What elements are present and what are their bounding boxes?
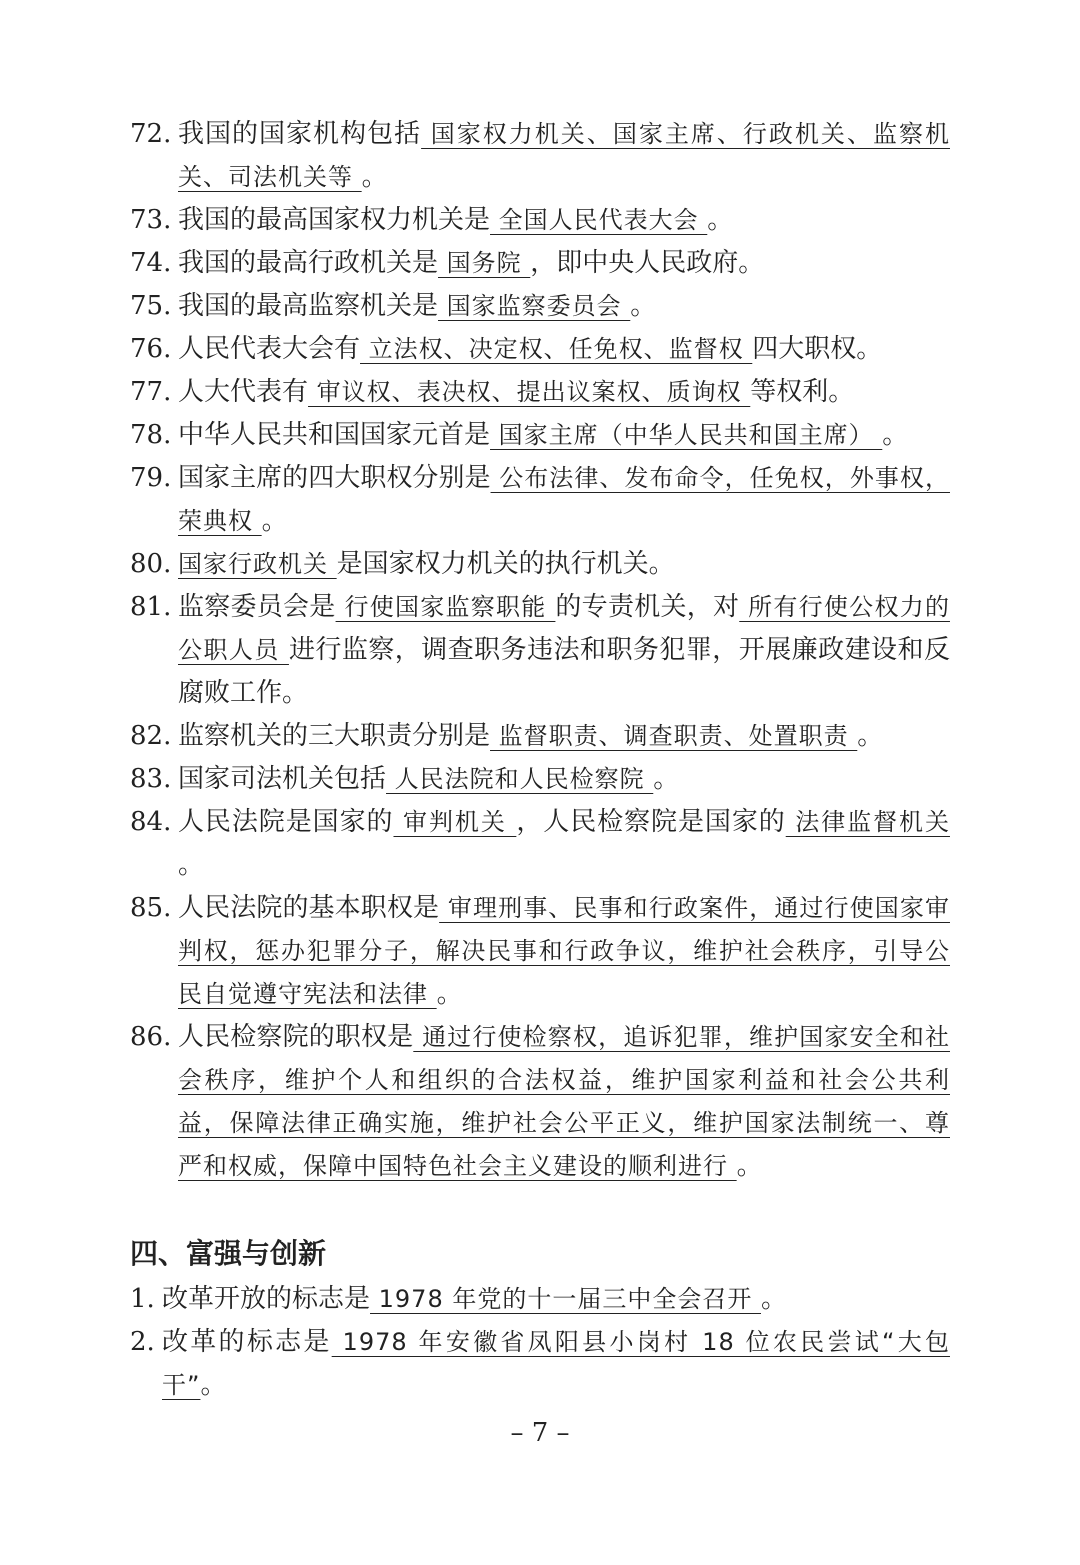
- question-text: 人民代表大会有: [178, 334, 361, 364]
- question-number: 79.: [130, 463, 172, 493]
- question-text: 。: [653, 764, 680, 794]
- answer-text: 行使国家监察职能: [335, 593, 556, 621]
- question-text: 人民法院是国家的: [178, 807, 394, 837]
- question-item: [130, 715, 950, 758]
- answer-text: 1978 年安徽省凤阳县小岗村 18 位农民尝试“大包干”: [162, 1328, 950, 1399]
- question-text: 我国的最高行政机关是: [178, 248, 439, 278]
- question-text: 人民法院的基本职权是: [178, 893, 440, 923]
- question-number: 84.: [130, 807, 172, 837]
- question-number: 86.: [130, 1022, 172, 1052]
- question-item: [130, 113, 950, 199]
- question-item: [130, 1278, 950, 1321]
- answer-text: 国家主席（中华人民共和国主席）: [490, 421, 883, 449]
- question-text: 。: [361, 162, 388, 192]
- question-number: 85.: [130, 893, 172, 923]
- answer-text: 所有行使公权力的公职人员: [178, 593, 950, 664]
- answer-text: 全国人民代表大会: [490, 206, 708, 234]
- question-item: [130, 457, 950, 543]
- section-question-list: [130, 1278, 950, 1407]
- question-number: 83.: [130, 764, 172, 794]
- question-text: 中华人民共和国国家元首是: [178, 420, 491, 450]
- section-four: [130, 1230, 950, 1407]
- question-item: [130, 543, 950, 586]
- question-number: 77.: [130, 377, 172, 407]
- question-number: 72.: [130, 119, 172, 149]
- question-number: 1.: [130, 1284, 155, 1314]
- content-area: [130, 113, 950, 1407]
- question-item: [130, 414, 950, 457]
- question-text: 我国的国家机构包括: [178, 119, 422, 149]
- question-item: [130, 285, 950, 328]
- question-text: 。: [736, 1151, 763, 1181]
- question-text: 的专责机关，对: [555, 592, 740, 622]
- question-item: [130, 887, 950, 1016]
- question-text: 进行监察，调查职务违法和职务犯罪，开展廉政建设和反腐败工作。: [178, 635, 950, 708]
- question-number: 74.: [130, 248, 172, 278]
- question-item: [130, 586, 950, 715]
- question-text: 国家司法机关包括: [178, 764, 387, 794]
- question-text: 。: [436, 979, 463, 1009]
- answer-text: 监督职责、调查职责、处置职责: [490, 722, 858, 750]
- question-text: 改革开放的标志是: [162, 1284, 371, 1314]
- answer-text: 国务院: [438, 249, 531, 277]
- question-text: 监察委员会是: [178, 592, 336, 622]
- question-text: 。: [178, 850, 205, 880]
- question-text: ，即中央人民政府。: [530, 248, 765, 278]
- question-item: [130, 242, 950, 285]
- question-text: 是国家权力机关的执行机关。: [336, 549, 675, 579]
- question-text: 国家主席的四大职权分别是: [178, 463, 491, 493]
- section-heading: 四、富强与创新: [130, 1237, 327, 1270]
- question-text: 。: [630, 291, 657, 321]
- question-number: 76.: [130, 334, 172, 364]
- question-number: 81.: [130, 592, 172, 622]
- question-text: 人大代表有: [178, 377, 309, 407]
- question-number: 73.: [130, 205, 172, 235]
- answer-text: 审判机关: [393, 808, 517, 836]
- question-item: [130, 1016, 950, 1188]
- page-number: – 7 –: [510, 1418, 570, 1448]
- question-text: 我国的最高国家权力机关是: [178, 205, 491, 235]
- question-text: 我国的最高监察机关是: [178, 291, 439, 321]
- question-item: [130, 328, 950, 371]
- question-number: 82.: [130, 721, 172, 751]
- question-text: 改革的标志是: [162, 1327, 332, 1357]
- question-item: [130, 1321, 950, 1407]
- answer-text: 审议权、表决权、提出议案权、质询权: [308, 378, 751, 406]
- question-number: 75.: [130, 291, 172, 321]
- question-number: 78.: [130, 420, 172, 450]
- answer-text: 国家行政机关: [178, 550, 337, 578]
- question-text: 。: [760, 1284, 787, 1314]
- question-text: 。: [200, 1370, 227, 1400]
- answer-text: 公布法律、发布命令，任免权，外事权，荣典权: [178, 464, 950, 535]
- question-text: 。: [882, 420, 909, 450]
- question-number: 80.: [130, 549, 172, 579]
- question-text: ，人民检察院是国家的: [516, 807, 786, 837]
- answer-text: 审理刑事、民事和行政案件，通过行使国家审判权，惩办犯罪分子，解决民事和行政争议，维护社会秩序，引导公民自觉遵守宪法和法律: [178, 894, 950, 1008]
- question-text: 四大职权。: [752, 334, 883, 364]
- question-text: 监察机关的三大职责分别是: [178, 721, 491, 751]
- question-number: 2.: [130, 1327, 155, 1357]
- question-text: 。: [707, 205, 734, 235]
- question-text: 。: [857, 721, 884, 751]
- answer-text: 人民法院和人民检察院: [386, 765, 654, 793]
- answer-text: 通过行使检察权，追诉犯罪，维护国家安全和社会秩序，维护个人和组织的合法权益，维护国家利益和社会公共利益，保障法律正确实施，维护社会公平正义，维护国家法制统一、尊严和权威，保障中国特色社会主义建设的顺利进行: [178, 1023, 950, 1180]
- question-list: [130, 113, 950, 1188]
- answer-text: 法律监督机关: [785, 808, 950, 836]
- question-item: [130, 758, 950, 801]
- question-item: [130, 199, 950, 242]
- answer-text: 国家监察委员会: [438, 292, 631, 320]
- question-text: 。: [261, 506, 288, 536]
- answer-text: 国家权力机关、国家主席、行政机关、监察机关、司法机关等: [178, 120, 950, 191]
- question-item: [130, 801, 950, 887]
- question-text: 人民检察院的职权是: [178, 1022, 414, 1052]
- answer-text: 立法权、决定权、任免权、监督权: [360, 335, 753, 363]
- question-item: [130, 371, 950, 414]
- question-text: 等权利。: [750, 377, 855, 407]
- answer-text: 1978 年党的十一届三中全会召开: [370, 1285, 761, 1313]
